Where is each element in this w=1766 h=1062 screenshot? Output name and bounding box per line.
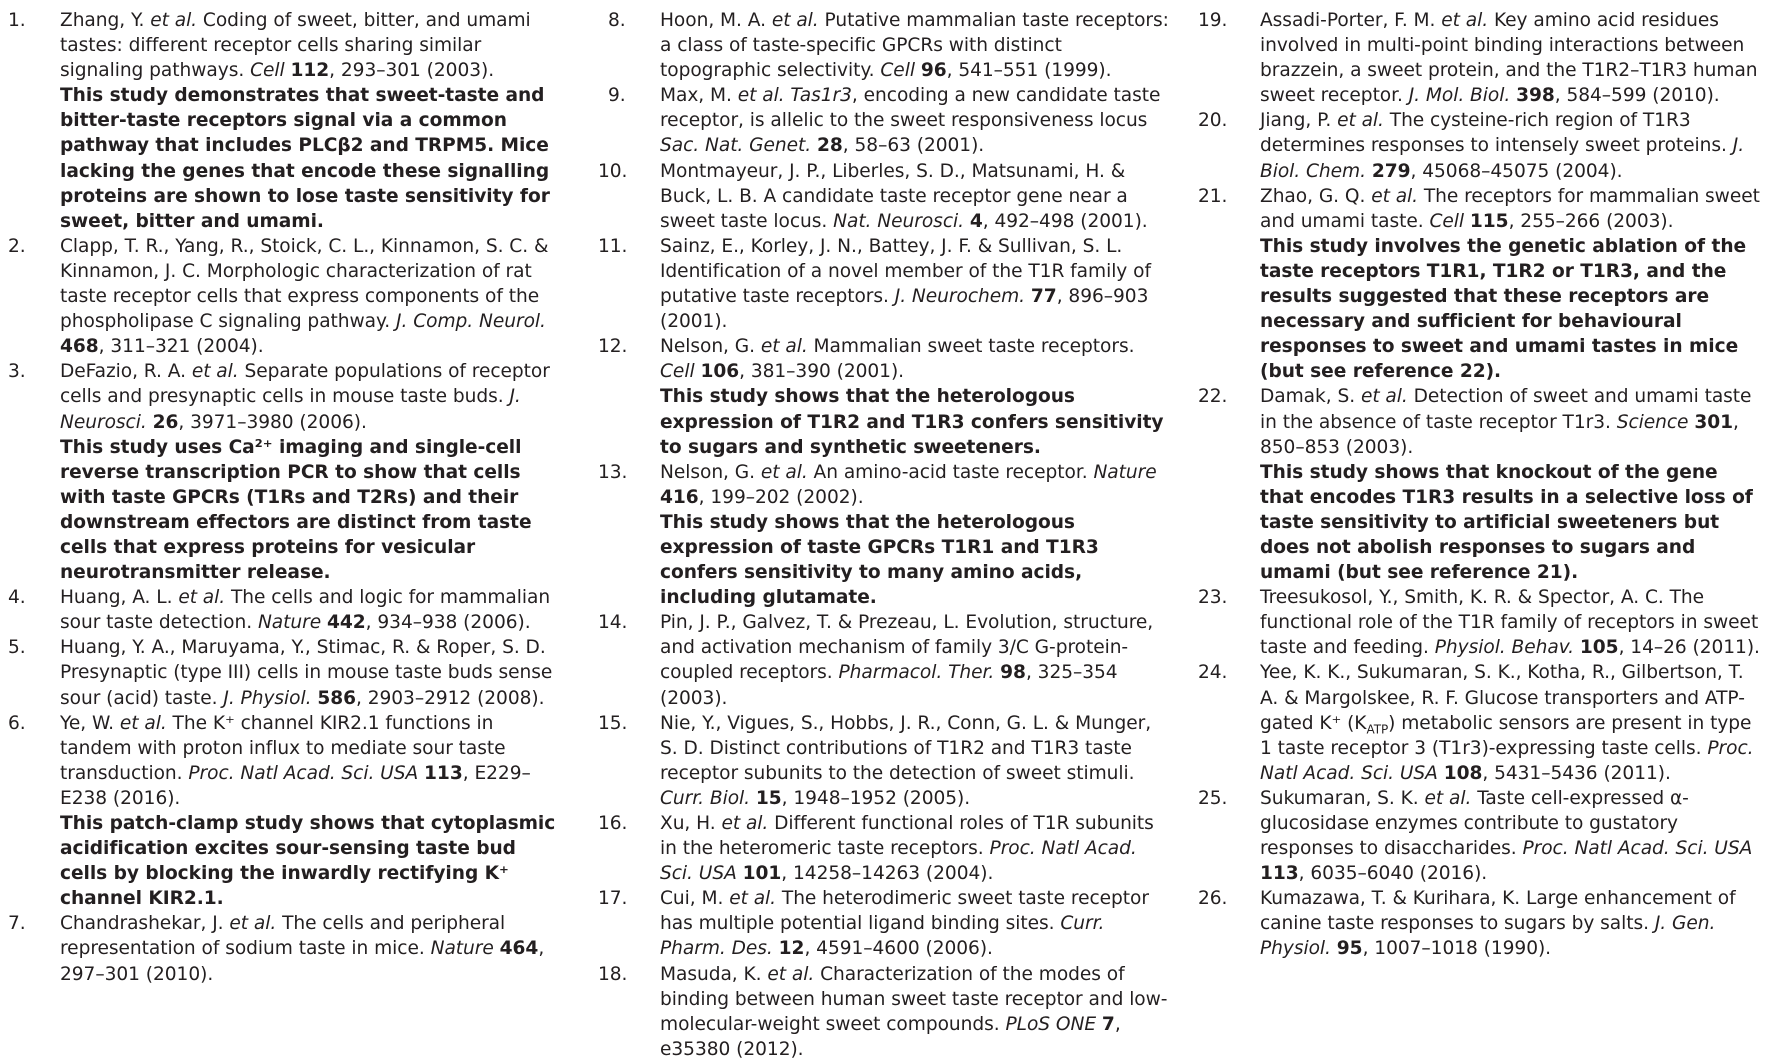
reference-authors: Nie, Y., Vigues, S., Hobbs, J. R., Conn, G. L. & Munger, S. D. Distinct contributions of T1R2 and T1R3 taste receptor subunits to the detection of sweet stimuli. <box>660 712 1152 784</box>
volume-number: 115 <box>1469 210 1509 232</box>
reference-citation <box>660 888 1149 959</box>
reference-number: 9. <box>608 85 626 107</box>
volume-number: 7 <box>1101 1013 1115 1035</box>
pages-year: , 2903–2912 (2008). <box>356 687 545 709</box>
reference-title: The cysteine-rich region of T1R3 determines responses to intensely sweet proteins. <box>1260 110 1733 157</box>
annotation-note: This study shows that the heterologous expression of T1R2 and T1R3 confers sensitivity to sugars and synthetic sweeteners. <box>660 386 1164 458</box>
reference-column-3 <box>1198 8 1764 962</box>
reference-title: The cells and peripheral representation of sodium taste in mice. <box>60 913 506 960</box>
pages-year: , 4591–4600 (2006). <box>804 938 993 960</box>
journal-name: Curr. Biol. <box>660 787 750 809</box>
reference-authors: Clapp, T. R., Yang, R., Stoick, C. L., Kinnamon, S. C. & Kinnamon, J. C. Morphologic characterization of rat taste receptor cells that express components of the phospholipase C signaling pathway. <box>60 235 549 333</box>
reference-citation <box>60 236 548 357</box>
reference-title: The receptors for mammalian sweet and umami taste. <box>1260 185 1760 232</box>
reference-citation <box>660 236 1151 332</box>
reference-item <box>8 8 568 234</box>
et-al: et al. <box>1441 10 1489 31</box>
reference-citation <box>1260 110 1744 181</box>
reference-number: 12. <box>598 336 628 358</box>
volume-number: 105 <box>1579 637 1619 659</box>
reference-item <box>1198 786 1764 886</box>
volume-number: 101 <box>742 863 782 885</box>
reference-citation <box>660 813 1154 884</box>
reference-authors: Montmayeur, J. P., Liberles, S. D., Matsunami, H. & Buck, L. B. A candidate taste receptor gene near a sweet taste locus. <box>660 160 1128 232</box>
reference-title: Coding of sweet, bitter, and umami tastes: different receptor cells sharing similar signaling pathways. <box>60 10 531 82</box>
pages-year: , e35380 (2012). <box>660 1013 1121 1060</box>
pages-year: , 5431–5436 (2011). <box>1482 762 1671 784</box>
reference-title: Characterization of the modes of binding between human sweet taste receptor and low-molecular-weight sweet compounds. <box>660 963 1168 1035</box>
reference-citation <box>1260 888 1736 959</box>
volume-number: 586 <box>317 687 356 709</box>
volume-number: 106 <box>700 361 740 383</box>
annotation-note: This study involves the genetic ablation of the taste receptors T1R1, T1R2 or T1R3, and the results suggested that these receptors are necessary and sufficient for behavioural responses to sweet and umami tastes in mice (but see reference 22). <box>1260 235 1747 383</box>
volume-number: 112 <box>290 60 330 82</box>
reference-authors: Nelson, G. <box>660 336 761 358</box>
reference-number: 15. <box>598 712 628 734</box>
reference-item <box>8 911 568 986</box>
annotation-note: This patch-clamp study shows that cytoplasmic acidification excites sour-sensing taste bud cells by blocking the inwardly rectifying K⁺ channel KIR2.1. <box>60 813 556 910</box>
journal-name: J. Biol. Chem. <box>1260 135 1745 182</box>
reference-citation <box>1260 186 1760 232</box>
journal-name: J. Comp. Neurol. <box>396 311 546 333</box>
reference-column-2 <box>598 8 1170 1062</box>
et-al: et al. <box>150 10 198 31</box>
reference-number: 10. <box>598 160 628 182</box>
pages-year: , 541–551 (1999). <box>946 60 1112 82</box>
reference-citation <box>1260 386 1751 457</box>
reference-citation <box>660 462 1157 508</box>
journal-name: Proc. Natl Acad. Sci. USA <box>1260 737 1754 784</box>
reference-authors: Assadi-Porter, F. M. <box>1260 10 1442 31</box>
et-al: et al. <box>737 85 785 107</box>
reference-item <box>8 234 568 359</box>
reference-citation <box>660 964 1167 1060</box>
reference-number: 16. <box>598 813 628 834</box>
journal-name: J. Mol. Biol. <box>1408 85 1511 107</box>
reference-number: 21. <box>1198 185 1228 207</box>
reference-authors: Hoon, M. A. <box>660 10 772 31</box>
reference-number: 13. <box>598 461 628 483</box>
volume-number: 113 <box>1260 863 1299 885</box>
pages-year: , 297–301 (2010). <box>60 938 545 985</box>
pages-year: , 1007–1018 (1990). <box>1362 938 1552 960</box>
pages-year: , 1948–1952 (2005). <box>781 787 971 809</box>
journal-name: J. Neurosci. <box>60 386 521 433</box>
pages-year: , 492–498 (2001). <box>982 210 1148 232</box>
reference-authors: Huang, Y. A., Maruyama, Y., Stimac, R. & Roper, S. D. Presynaptic (type III) cells in mouse taste buds sense sour (acid) taste. <box>60 637 553 709</box>
reference-item <box>608 8 1170 83</box>
reference-title: Taste cell-expressed α-glucosidase enzymes contribute to gustatory responses to disaccharides. <box>1260 787 1689 860</box>
reference-authors: Cui, M. <box>660 888 730 910</box>
reference-number: 19. <box>1198 10 1228 31</box>
volume-number: 416 <box>660 486 699 508</box>
reference-item <box>1198 184 1764 385</box>
pages-year: , 255–266 (2003). <box>1508 210 1674 232</box>
reference-authors: Jiang, P. <box>1260 110 1338 132</box>
journal-name: Cell <box>660 361 695 383</box>
reference-authors: Damak, S. <box>1260 386 1361 408</box>
pages-year: , 311–321 (2004). <box>98 336 264 358</box>
reference-number: 25. <box>1198 787 1228 809</box>
reference-citation <box>60 10 531 81</box>
reference-title-cont: , encoding a new candidate taste receptor, is allelic to the sweet responsiveness locus <box>660 85 1161 132</box>
reference-item <box>608 83 1170 158</box>
et-al: et al. <box>1424 787 1472 809</box>
volume-number: 301 <box>1694 411 1733 433</box>
reference-number: 2. <box>8 235 26 257</box>
reference-title: The cells and logic for mammalian sour taste detection. <box>60 587 551 634</box>
reference-number: 17. <box>598 888 628 910</box>
reference-item <box>598 460 1170 611</box>
volume-number: 96 <box>920 60 947 82</box>
volume-number: 95 <box>1336 938 1363 960</box>
et-al: et al. <box>1337 110 1384 132</box>
reference-title: The K⁺ channel KIR2.1 functions in tandem with proton influx to mediate sour taste transduction. <box>60 712 506 784</box>
reference-number: 22. <box>1198 386 1228 408</box>
reference-item <box>598 234 1170 334</box>
pages-year: , 896–903 (2001). <box>660 286 1149 333</box>
reference-authors: Max, M. <box>660 85 738 107</box>
gene-name: Tas1r3 <box>790 85 852 107</box>
pages-year: , 850–853 (2003). <box>1260 411 1739 458</box>
reference-authors: Yee, K. K., Sukumaran, S. K., Kotha, R., Gilbertson, T. A. & Margolskee, R. F. Glucose transporters and ATP-gated K⁺ (K <box>1260 662 1745 734</box>
et-al: et al. <box>767 963 815 985</box>
volume-number: 468 <box>60 336 99 358</box>
reference-title: Different functional roles of T1R subunits in the heteromeric taste receptors. <box>660 813 1154 860</box>
reference-title: Key amino acid residues involved in multi-point binding interactions between brazzein, a sweet protein, and the T1R2–T1R3 human sweet receptor. <box>1260 10 1758 107</box>
reference-number: 24. <box>1198 662 1228 684</box>
reference-item <box>8 585 568 635</box>
reference-number: 23. <box>1198 587 1228 609</box>
reference-item <box>1198 384 1764 585</box>
reference-number: 3. <box>8 361 26 383</box>
reference-citation <box>660 161 1148 232</box>
reference-item <box>598 886 1170 961</box>
pages-year: , 45068–45075 (2004). <box>1410 160 1623 182</box>
pages-year: , 58–63 (2001). <box>842 135 985 157</box>
volume-number: 113 <box>424 762 463 784</box>
pages-year: , 14258–14263 (2004). <box>781 863 994 885</box>
reference-item <box>1198 660 1764 785</box>
reference-number: 26. <box>1198 888 1228 910</box>
reference-title: Putative mammalian taste receptors: a class of taste-specific GPCRs with distinct topographic selectivity. <box>660 10 1169 82</box>
reference-item <box>598 962 1170 1062</box>
subscript: ATP <box>1366 722 1389 737</box>
pages-year: , 14–26 (2011). <box>1618 637 1760 659</box>
volume-number: 442 <box>327 612 366 634</box>
journal-name: Nat. Neurosci. <box>833 210 964 232</box>
reference-item <box>8 711 568 912</box>
reference-authors: Kumazawa, T. & Kurihara, K. Large enhancement of canine taste responses to sugars by salts. <box>1260 888 1736 935</box>
reference-authors: Xu, H. <box>660 813 722 834</box>
et-al: et al. <box>178 587 226 609</box>
journal-name: Pharmacol. Ther. <box>838 662 995 684</box>
volume-number: 98 <box>1000 662 1026 684</box>
volume-number: 26 <box>152 411 179 433</box>
reference-item <box>598 334 1170 459</box>
reference-item <box>598 811 1170 886</box>
et-al: et al. <box>721 813 769 834</box>
reference-citation <box>1260 10 1758 106</box>
et-al: et al. <box>191 361 239 383</box>
reference-authors: Huang, A. L. <box>60 587 179 609</box>
reference-authors: Zhang, Y. <box>60 10 151 31</box>
reference-item <box>598 159 1170 234</box>
et-al: et al. <box>229 913 277 935</box>
reference-number: 1. <box>8 10 26 31</box>
reference-authors: Nelson, G. <box>660 461 761 483</box>
reference-authors: Sukumaran, S. K. <box>1260 787 1425 809</box>
reference-item <box>1198 108 1764 183</box>
reference-title: Detection of sweet and umami taste in the absence of taste receptor T1r3. <box>1260 386 1752 433</box>
reference-number: 20. <box>1198 110 1228 132</box>
reference-item <box>1198 8 1764 108</box>
reference-title: Mammalian sweet taste receptors. <box>807 336 1135 358</box>
pages-year: , 3971–3980 (2006). <box>178 411 367 433</box>
reference-citation <box>60 587 550 633</box>
journal-name: Sac. Nat. Genet. <box>660 135 812 157</box>
reference-authors: Ye, W. <box>60 712 120 734</box>
pages-year: , 584–599 (2010). <box>1554 85 1720 107</box>
pages-year: , 325–354 (2003). <box>660 662 1118 709</box>
volume-number: 77 <box>1030 286 1057 308</box>
reference-item <box>598 711 1170 811</box>
volume-number: 464 <box>499 938 539 960</box>
journal-name: Nature <box>430 938 494 960</box>
reference-authors: Treesukosol, Y., Smith, K. R. & Spector, A. C. The functional role of the T1R family of receptors in sweet taste and feeding. <box>1260 587 1759 659</box>
volume-number: 15 <box>755 787 782 809</box>
reference-item <box>1198 585 1764 660</box>
journal-name: Science <box>1616 411 1689 433</box>
reference-item <box>1198 886 1764 961</box>
reference-title: Separate populations of receptor cells and presynaptic cells in mouse taste buds. <box>60 361 550 408</box>
pages-year: , 934–938 (2006). <box>365 612 531 634</box>
reference-number: 18. <box>598 963 628 985</box>
annotation-note: This study uses Ca²⁺ imaging and single-cell reverse transcription PCR to show that cells with taste GPCRs (T1Rs and T2Rs) and their downstream effectors are distinct from taste cells that express proteins for vesicular neurotransmitter release. <box>60 436 532 584</box>
pages-year: , 381–390 (2001). <box>739 361 905 383</box>
et-al: et al. <box>760 461 808 483</box>
et-al: et al. <box>1360 386 1408 408</box>
pages-year: , E229–E238 (2016). <box>60 762 531 809</box>
reference-citation <box>60 713 531 809</box>
journal-name: Cell <box>880 60 915 82</box>
reference-number: 8. <box>608 10 626 31</box>
pages-year: , 6035–6040 (2016). <box>1298 863 1488 885</box>
volume-number: 108 <box>1443 762 1483 784</box>
reference-citation <box>660 85 1160 156</box>
volume-number: 279 <box>1371 160 1411 182</box>
reference-authors: Sainz, E., Korley, J. N., Battey, J. F. & Sullivan, S. L. Identification of a novel member of the T1R family of putative taste receptors. <box>660 235 1151 308</box>
reference-number: 7. <box>8 913 26 935</box>
et-al: et al. <box>1371 185 1419 207</box>
reference-authors: Chandrashekar, J. <box>60 913 230 935</box>
et-al: et al. <box>771 10 819 31</box>
reference-authors: DeFazio, R. A. <box>60 361 192 383</box>
journal-name: Physiol. Behav. <box>1434 637 1575 659</box>
reference-number: 4. <box>8 587 26 609</box>
journal-name: Proc. Natl Acad. Sci. USA <box>1522 838 1753 860</box>
journal-name: Proc. Natl Acad. Sci. USA <box>660 838 1137 885</box>
reference-item <box>8 635 568 710</box>
annotation-note: This study shows that the heterologous expression of taste GPCRs T1R1 and T1R3 confers sensitivity to many amino acids, including glutamate. <box>660 511 1099 609</box>
pages-year: , 199–202 (2002). <box>698 486 864 508</box>
reference-citation <box>60 913 544 984</box>
journal-name: PLoS ONE <box>1005 1013 1097 1035</box>
reference-citation <box>660 713 1151 809</box>
journal-name: J. Physiol. <box>223 687 312 709</box>
reference-number: 11. <box>598 235 628 257</box>
et-al: et al. <box>729 888 777 910</box>
volume-number: 28 <box>817 135 843 157</box>
reference-column-1 <box>8 8 568 987</box>
reference-authors: Zhao, G. Q. <box>1260 185 1372 207</box>
reference-citation <box>60 637 552 708</box>
journal-name: Cell <box>250 60 285 82</box>
annotation-note: This study demonstrates that sweet-taste and bitter-taste receptors signal via a common pathway that includes PLCβ2 and TRPM5. Mice lacking the genes that encode these signalling proteins are shown to lose taste sensitivity for sweet, bitter and umami. <box>60 85 550 232</box>
reference-authors: Masuda, K. <box>660 963 768 985</box>
reference-title: ) metabolic sensors are present in type 1 taste receptor 3 (T1r3)-expressing taste cells. <box>1260 712 1752 759</box>
reference-citation <box>1260 662 1754 783</box>
reference-title: An amino-acid taste receptor. <box>807 461 1094 483</box>
reference-citation <box>60 361 550 432</box>
volume-number: 4 <box>969 210 983 232</box>
reference-item <box>8 359 568 585</box>
reference-number: 6. <box>8 712 26 734</box>
reference-number: 5. <box>8 637 26 659</box>
journal-name: J. Neurochem. <box>894 286 1026 308</box>
journal-name: J. Gen. Physiol. <box>1260 913 1716 960</box>
journal-name: Nature <box>1093 461 1157 483</box>
reference-title: The heterodimeric sweet taste receptor has multiple potential ligand binding sites. <box>660 888 1149 935</box>
volume-number: 12 <box>778 938 805 960</box>
et-al: et al. <box>119 712 167 734</box>
reference-citation <box>1260 587 1760 658</box>
annotation-note: This study shows that knockout of the gene that encodes T1R3 results in a selective loss of taste sensitivity to artificial sweeteners but does not abolish responses to sugars and umami (but see reference 21). <box>1260 461 1753 584</box>
pages-year: , 293–301 (2003). <box>329 60 495 82</box>
volume-number: 398 <box>1516 85 1555 107</box>
reference-citation <box>660 612 1153 708</box>
reference-citation <box>660 10 1169 81</box>
journal-name: Cell <box>1429 210 1465 232</box>
reference-item <box>598 610 1170 710</box>
journal-name: Proc. Natl Acad. Sci. USA <box>188 762 419 784</box>
reference-number: 14. <box>598 612 628 634</box>
reference-citation <box>660 336 1134 382</box>
reference-authors: Pin, J. P., Galvez, T. & Prezeau, L. Evolution, structure, and activation mechanism of family 3/C G-protein-coupled receptors. <box>660 612 1154 684</box>
journal-name: Nature <box>257 612 322 634</box>
journal-name: Curr. Pharm. Des. <box>660 913 1105 960</box>
reference-citation <box>1260 788 1752 884</box>
et-al: et al. <box>760 336 808 358</box>
